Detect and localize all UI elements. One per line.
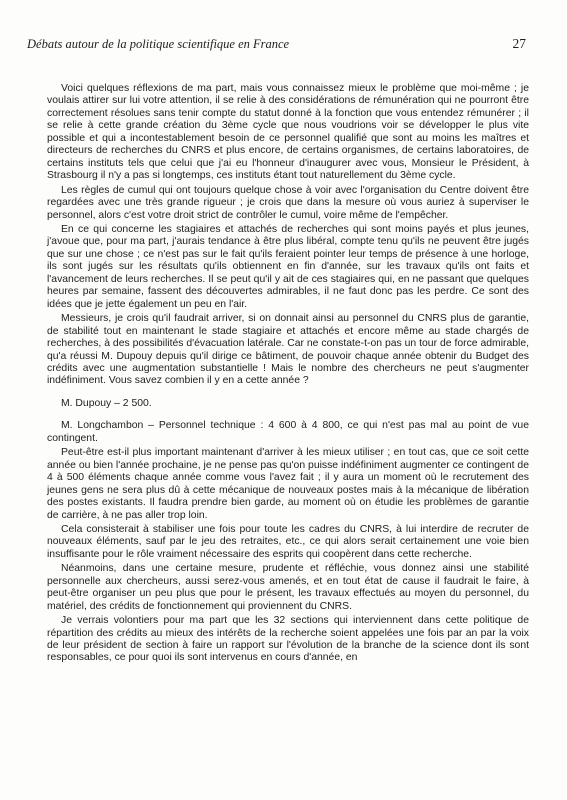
- paragraph-longchambon-reply: M. Longchambon – Personnel technique : 4 600 à 4 800, ce qui n'est pas mal au point de vue contingent.: [47, 420, 529, 444]
- paragraph-dupouy-reply: M. Dupouy – 2 500.: [61, 397, 152, 409]
- page-number: 27: [512, 36, 526, 51]
- paragraph-sections: Je verrais volontiers pour ma part que les 32 sections qui interviennent dans cette politique de répartition des crédits au mieux des intérêts de la recherche soient appelées une fois par an par la voix de leur président de section à faire un rapport sur l'évolution de la branche de la science dont ils sont responsables, ce pour quoi ils sont intervenus en cours d'année, en: [47, 615, 529, 664]
- paragraph-stabiliser: Cela consisterait à stabiliser une fois pour toute les cadres du CNRS, à lui interdire de recruter de nouveaux éléments, sauf par le jeu des retraites, etc., ce qui alors serait certainement une voie bien insuffisante pour le rôle vraiment nécessaire des esprits qui coopèrent dans cette recherche.: [47, 523, 529, 560]
- paragraph-contingent: Peut-être est-il plus important maintenant d'arriver à les mieux utiliser ; en tout cas, que ce soit cette année ou bien l'année prochaine, je ne pense pas qu'on puisse indéfiniment augmenter ce contingent de 4 à 500 éléments chaque année comme vous l'avez fait ; il y aura un moment où le recrutement des jeunes gens ne sera plus dû à cette mécanique de nouveaux postes mais à la mécanique de libération des postes existants. Il faudra prendre bien garde, au moment où on étudie les problèmes de garantie de carrière, à ne pas aller trop loin.: [47, 447, 529, 521]
- body-text: [47, 83, 529, 665]
- running-header-title: Débats autour de la politique scientifique en France: [27, 37, 290, 51]
- paragraph-evacuation-laterale: Messieurs, je crois qu'il faudrait arriver, si on donnait ainsi au personnel du CNRS plus de garantie, de stabilité tout en maintenant le stade stagiaire et attachés et encore même au stade chargés de recherches, à des possibilités d'évacuation latérale. Car ne constate-t-on pas un tour de force admirable, qu'a réussi M. Dupouy depuis qu'il dirige ce bâtiment, de pouvoir chaque année obtenir du Budget des crédits avec une augmentation substantielle ! Mais le nombre des chercheurs ne peut s'augmenter indéfiniment. Vous savez combien il y en a cette année ?: [47, 313, 529, 387]
- paragraph-neanmoins: Néanmoins, dans une certaine mesure, prudente et réfléchie, vous donnez ainsi une stabilité personnelle aux chercheurs, aussi serez-vous amenés, et en tout état de cause il faudrait le faire, à peut-être organiser un peu plus que pour le présent, les travaux effectués au moyen du personnel, du matériel, des crédits de fonctionnement qui proviennent du CNRS.: [47, 563, 529, 612]
- running-header: [27, 37, 526, 55]
- paragraph-stagiaires: En ce qui concerne les stagiaires et attachés de recherches qui sont moins payés et plus jeunes, j'avoue que, pour ma part, j'aurais tendance à être plus libéral, compte tenu qu'ils ne peuvent être jugés que sur une chose ; ce n'est pas sur le fait qu'ils feraient pointer leur temps de présence à une horloge, ils sont jugés sur les résultats qu'ils obtiennent en fin d'année, sur les travaux qu'ils ont faits et l'avancement de leurs recherches. Il se peut qu'il y ait de ces stagiaires qui, en ne passant que quelques heures par semaine, fassent des découvertes admirables, il ne faut donc pas les perdre. Ce sont des idées que je jette également un peu en l'air.: [47, 223, 529, 310]
- paragraph-reflections: Voici quelques réflexions de ma part, mais vous connaissez mieux le problème que moi-même ; je voulais attirer sur lui votre attention, il se relie à des considérations de rémunération qui ne pourront être correctement résolues sans tenir compte du statut donné à la fonction que vous entendez rémunérer ; il se relie à cette grande création du 3ème cycle que nous voudrions voir se développer le plus vite possible et qui a incontestablement besoin de ce personnel qualifié que sont au moins les maîtres et directeurs de recherches du CNRS et plus encore, de certains organismes, de certains laboratoires, de certains instituts tels que celui que j'ai eu l'honneur d'inaugurer avec vous, Monsieur le Président, à Strasbourg il n'y a pas si longtemps, ces instituts étant tout naturellement du 3ème cycle.: [47, 83, 529, 182]
- paragraph-cumul-rules: Les règles de cumul qui ont toujours quelque chose à voir avec l'organisation du Centre doivent être regardées avec une très grande rigueur ; je crois que dans la mesure où vous auriez à superviser le personnel, alors c'est votre droit strict de contrôler le cumul, voire même de l'empêcher.: [47, 184, 529, 221]
